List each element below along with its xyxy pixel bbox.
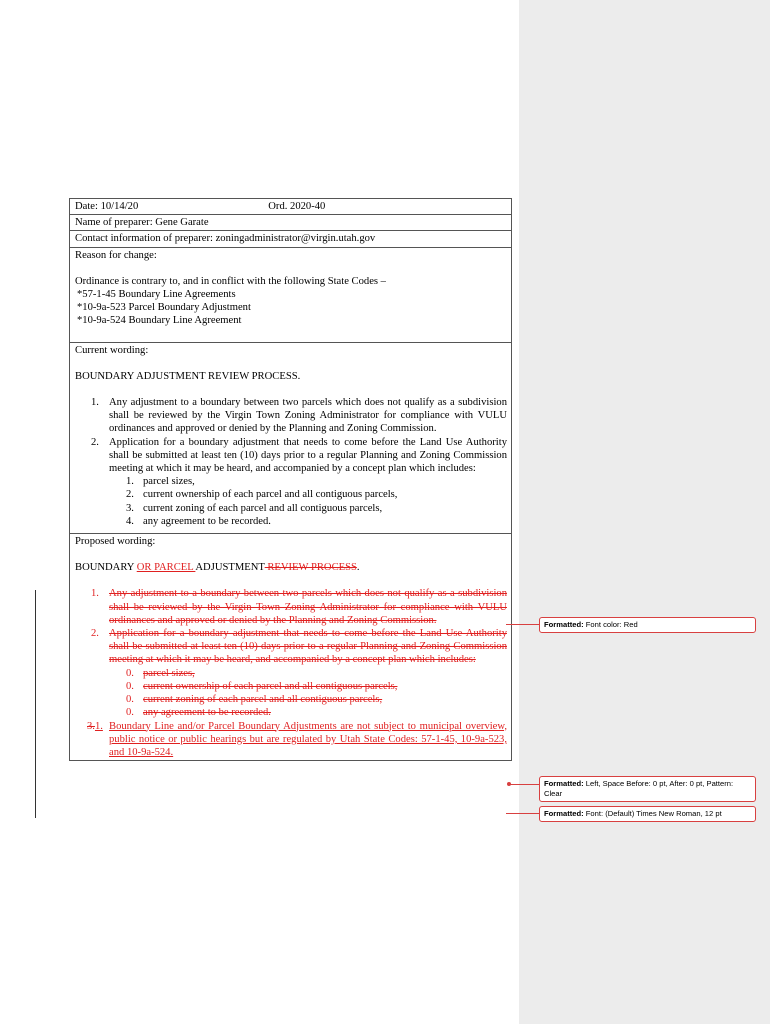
date-text: Date: 10/14/20 [75, 201, 139, 212]
comment-leader [506, 624, 539, 625]
comment-text: Left, Space Before: 0 pt, After: 0 pt, Pattern: Clear [544, 779, 734, 798]
list-item: 2. Application for a boundary adjustment that needs to come before the Land Use Authority shall be submitted at least ten (10) days prior to a regular Planning and Zoning Commission meeting at which it may be heard, and accompanied by a concept plan which includes: [91, 436, 507, 475]
reason-intro: Ordinance is contrary to, and in conflict with the following State Codes – [75, 275, 386, 287]
comment-leader [506, 813, 539, 814]
format-comment-balloon[interactable] [539, 776, 756, 802]
proposed-wording-cell [70, 534, 511, 760]
reason-cell [70, 248, 511, 343]
reason-label: Reason for change: [75, 249, 157, 261]
deleted-sub-list-item: 0. current zoning of each parcel and all contiguous parcels, [126, 694, 383, 706]
comment-text: Font color: Red [585, 620, 638, 629]
contact-row [70, 231, 511, 247]
sub-list-item: 1. parcel sizes, [126, 476, 195, 488]
markup-pane [519, 0, 770, 1024]
list-item: 1. Any adjustment to a boundary between two parcels which does not qualify as a subdivision shall be reviewed by the Virgin Town Zoning Administrator for compliance with VULU ordinances and approved or denied by the Planning and Zoning Commission. [91, 397, 507, 435]
deleted-sub-list-item: 0. parcel sizes, [126, 667, 195, 679]
current-wording-label: Current wording: [75, 344, 149, 356]
proposed-title: BOUNDARY OR PARCEL ADJUSTMENT REVIEW PROCESS. [75, 562, 360, 574]
comment-text: Font: (Default) Times New Roman, 12 pt [585, 809, 722, 818]
preparer-contact: Contact information of preparer: zoningadministrator@virgin.utah.gov [75, 233, 376, 245]
ordinance-number: Ord. 2020-40 [268, 201, 326, 212]
sub-list-item: 4. any agreement to be recorded. [126, 515, 271, 527]
deleted-sub-list-item: 0. current ownership of each parcel and all contiguous parcels, [126, 680, 398, 692]
preparer-name: Name of preparer: Gene Garate [75, 217, 209, 229]
reason-code: *57-1-45 Boundary Line Agreements [77, 289, 236, 301]
comment-leader [509, 784, 539, 785]
deleted-list-item: 1. Any adjustment to a boundary between two parcels which does not qualify as a subdivision shall be reviewed by the Virgin Town Zoning Administrator for compliance with VULU ordinances and approved or denied by the Planning and Zoning Commission. [91, 588, 507, 626]
preparer-row [70, 215, 511, 231]
proposed-wording-label: Proposed wording: [75, 536, 156, 548]
comment-label: Formatted: [544, 779, 584, 788]
deleted-text: REVIEW PROCESS [264, 562, 357, 574]
date-row [70, 199, 511, 215]
ordinance-table [69, 198, 512, 761]
comment-label: Formatted: [544, 620, 584, 629]
inserted-text: OR PARCEL [136, 562, 196, 574]
format-comment-balloon[interactable] [539, 806, 756, 822]
current-title: BOUNDARY ADJUSTMENT REVIEW PROCESS. [75, 370, 301, 382]
inserted-list-item: 3.1. Boundary Line and/or Parcel Boundary Adjustments are not subject to municipal overview, public notice or public hearings but are regulated by Utah State Codes: 57-1-45, 10-9a-523, and 10-9a-524. [87, 720, 507, 758]
deleted-sub-list-item: 0. any agreement to be recorded. [126, 707, 271, 719]
reason-code: *10-9a-523 Parcel Boundary Adjustment [77, 302, 251, 314]
change-bar [35, 590, 36, 818]
sub-list-item: 2. current ownership of each parcel and all contiguous parcels, [126, 489, 398, 501]
deleted-list-item: 2. Application for a boundary adjustment that needs to come before the Land Use Authority shall be submitted at least ten (10) days prior to a regular Planning and Zoning Commission meeting at which it may be heard, and accompanied by a concept plan which includes: [91, 628, 507, 666]
current-wording-cell [70, 343, 511, 534]
sub-list-item: 3. current zoning of each parcel and all contiguous parcels, [126, 502, 383, 514]
reason-code: *10-9a-524 Boundary Line Agreement [77, 315, 242, 327]
format-comment-balloon[interactable] [539, 617, 756, 633]
comment-label: Formatted: [544, 809, 584, 818]
